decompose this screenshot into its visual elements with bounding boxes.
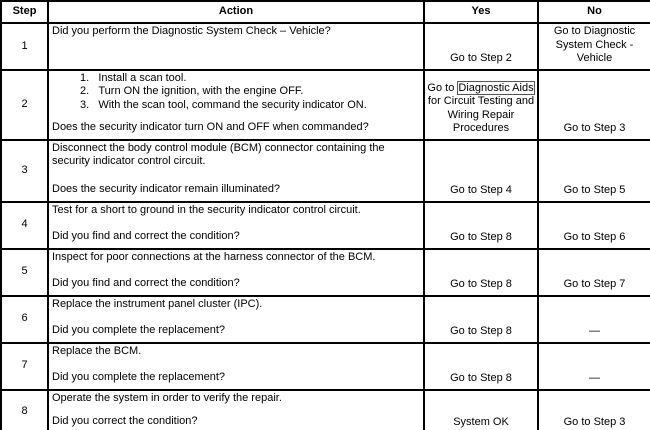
column-header-step: Step [1, 1, 48, 23]
list-item: 1. Install a scan tool. [80, 72, 419, 86]
step-number: 2 [1, 70, 48, 140]
table-row-step-2 [1, 70, 650, 140]
action-text: Did you perform the Diagnostic System Check – Vehicle? [52, 25, 331, 37]
no-cell: Go to Step 3 [538, 70, 650, 140]
numbered-step-list [52, 72, 419, 113]
column-header-yes: Yes [424, 1, 538, 23]
action-cell [48, 296, 424, 343]
no-cell: Go to Diagnostic System Check - Vehicle [538, 23, 650, 70]
no-cell: Go to Step 7 [538, 249, 650, 296]
question-text: Did you find and correct the condition? [52, 230, 240, 242]
question-text: Does the security indicator turn ON and OFF when commanded? [52, 121, 369, 133]
action-cell [48, 343, 424, 390]
question-text: Did you complete the replacement? [52, 371, 226, 383]
yes-cell: Go to Step 2 [424, 23, 538, 70]
yes-text-prefix: Go to [427, 81, 458, 94]
yes-cell: System OK [424, 390, 538, 430]
yes-cell: Go to Step 8 [424, 296, 538, 343]
yes-text-suffix: for Circuit Testing and Wiring Repair Procedures [427, 95, 535, 134]
step-number: 3 [1, 140, 48, 202]
step-number: 5 [1, 249, 48, 296]
column-header-no: No [538, 1, 650, 23]
no-cell: Go to Step 3 [538, 390, 650, 430]
no-cell: Go to Step 5 [538, 140, 650, 202]
no-cell: Go to Step 6 [538, 202, 650, 249]
yes-cell [424, 70, 538, 140]
diagnostic-aids-link[interactable]: Diagnostic Aids [458, 81, 534, 94]
step-number: 6 [1, 296, 48, 343]
question-text: Did you find and correct the condition? [52, 277, 240, 289]
table-row-step-7 [1, 343, 650, 390]
step-number: 8 [1, 390, 48, 430]
yes-cell: Go to Step 8 [424, 249, 538, 296]
action-cell [48, 202, 424, 249]
question-text: Did you correct the condition? [52, 415, 198, 427]
question-text: Does the security indicator remain illuminated? [52, 183, 281, 195]
action-cell [48, 390, 424, 430]
yes-cell: Go to Step 4 [424, 140, 538, 202]
question-text: Did you complete the replacement? [52, 324, 226, 336]
yes-cell: Go to Step 8 [424, 343, 538, 390]
step-number: 4 [1, 202, 48, 249]
table-row-step-1 [1, 23, 650, 70]
action-cell [48, 70, 424, 140]
action-text: Operate the system in order to verify the repair. [52, 391, 282, 404]
table-row-step-6 [1, 296, 650, 343]
action-cell [48, 249, 424, 296]
table-row-step-8 [1, 390, 650, 430]
step-number: 1 [1, 23, 48, 70]
no-cell: — [538, 343, 650, 390]
no-cell: — [538, 296, 650, 343]
action-text: Test for a short to ground in the security indicator control circuit. [52, 203, 361, 216]
yes-cell: Go to Step 8 [424, 202, 538, 249]
list-item: 3. With the scan tool, command the security indicator ON. [80, 99, 419, 113]
action-cell [48, 23, 424, 70]
table-row-step-3 [1, 140, 650, 202]
step-number: 7 [1, 343, 48, 390]
table-row-step-4 [1, 202, 650, 249]
column-header-action: Action [48, 1, 424, 23]
list-item: 2. Turn ON the ignition, with the engine OFF. [80, 85, 419, 99]
action-cell [48, 140, 424, 202]
action-text: Disconnect the body control module (BCM) connector containing the security indicator control circuit. [52, 141, 385, 167]
table-row-step-5 [1, 249, 650, 296]
action-text: Replace the BCM. [52, 344, 142, 357]
header-row [1, 1, 650, 23]
action-text: Replace the instrument panel cluster (IPC). [52, 297, 263, 310]
action-text: Inspect for poor connections at the harness connector of the BCM. [52, 250, 376, 263]
